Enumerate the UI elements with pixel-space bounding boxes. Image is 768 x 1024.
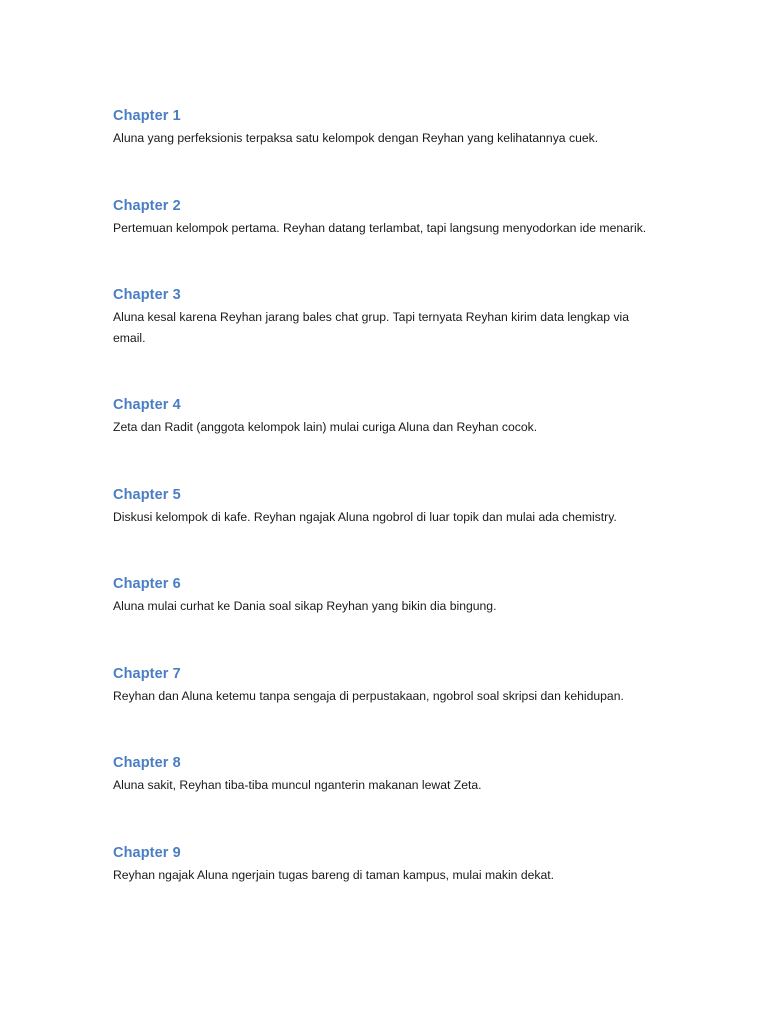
chapter-summary: Pertemuan kelompok pertama. Reyhan datang terlambat, tapi langsung menyodorkan ide menarik. xyxy=(113,220,647,235)
chapter-title: Chapter 3 xyxy=(113,287,181,303)
chapter-title: Chapter 7 xyxy=(113,665,181,682)
chapter-summary: Aluna mulai curhat ke Dania soal sikap Reyhan yang bikin dia bingung. xyxy=(113,599,497,613)
chapter-summary: Aluna yang perfeksionis terpaksa satu kelompok dengan Reyhan yang kelihatannya cuek. xyxy=(113,131,599,145)
chapter-8 xyxy=(113,753,653,796)
chapter-2 xyxy=(113,196,653,239)
chapter-title: Chapter 2 xyxy=(113,197,181,214)
chapter-title: Chapter 4 xyxy=(113,397,181,413)
chapter-5 xyxy=(113,485,653,528)
document-page xyxy=(113,106,653,885)
chapter-summary: Diskusi kelompok di kafe. Reyhan ngajak Aluna ngobrol di luar topik dan mulai ada chemistry. xyxy=(113,509,617,524)
chapter-title: Chapter 6 xyxy=(113,576,181,592)
chapter-title: Chapter 1 xyxy=(113,108,181,124)
chapter-4 xyxy=(113,395,653,438)
chapter-title: Chapter 9 xyxy=(113,844,181,861)
chapter-7 xyxy=(113,664,653,707)
chapter-summary: Zeta dan Radit (anggota kelompok lain) mulai curiga Aluna dan Reyhan cocok. xyxy=(113,420,538,434)
chapter-summary: Aluna kesal karena Reyhan jarang bales chat grup. Tapi ternyata Reyhan kirim data lengkap via email. xyxy=(113,310,630,345)
chapter-6 xyxy=(113,574,653,617)
chapter-summary: Aluna sakit, Reyhan tiba-tiba muncul nganterin makanan lewat Zeta. xyxy=(113,778,482,792)
chapter-summary: Reyhan ngajak Aluna ngerjain tugas bareng di taman kampus, mulai makin dekat. xyxy=(113,867,555,882)
chapter-3 xyxy=(113,285,653,348)
chapter-9 xyxy=(113,843,653,886)
chapter-title: Chapter 5 xyxy=(113,486,181,503)
chapter-summary: Reyhan dan Aluna ketemu tanpa sengaja di perpustakaan, ngobrol soal skripsi dan kehidupan. xyxy=(113,688,624,703)
chapter-title: Chapter 8 xyxy=(113,755,181,771)
chapter-1 xyxy=(113,106,653,149)
